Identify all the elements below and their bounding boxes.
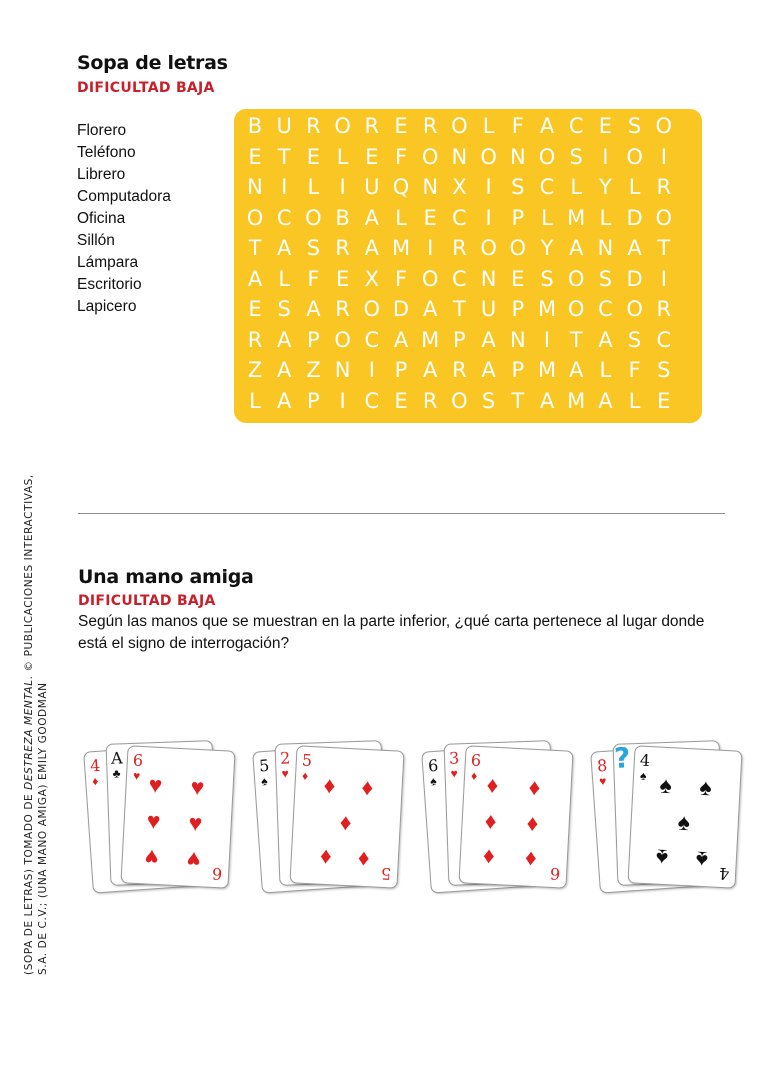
grid-letter: N xyxy=(451,144,468,169)
card-pip-icon: ♦ xyxy=(322,771,337,799)
grid-letter: S xyxy=(306,236,321,260)
grid-letter: R xyxy=(656,297,672,321)
word-list-item: Teléfono xyxy=(77,144,136,161)
grid-letter: S xyxy=(598,266,613,291)
grid-letter: O xyxy=(246,205,264,230)
grid-letter: L xyxy=(336,144,349,169)
card-pip-icon: ♠ xyxy=(655,844,669,872)
card-hand xyxy=(422,738,582,898)
grid-letter: M xyxy=(537,297,557,321)
card-suit-icon: ♥ xyxy=(132,768,141,783)
grid-letter: E xyxy=(598,114,613,138)
grid-letter: L xyxy=(541,205,553,230)
grid-letter: R xyxy=(422,388,438,413)
grid-letter: A xyxy=(539,114,555,138)
grid-letter: R xyxy=(452,236,467,260)
card-rank-bottom: 4 xyxy=(718,863,730,884)
grid-letter: S xyxy=(540,266,554,291)
grid-letter: A xyxy=(364,205,379,230)
word-list-item: Librero xyxy=(77,166,126,183)
card-pip-icon: ♥ xyxy=(147,771,163,799)
grid-letter: P xyxy=(394,358,408,382)
grid-letter: I xyxy=(602,144,609,169)
grid-letter: A xyxy=(423,358,438,382)
grid-row xyxy=(234,172,702,202)
word-list-item: Florero xyxy=(77,122,127,139)
card-rank-bottom: 5 xyxy=(380,863,392,884)
grid-letter: I xyxy=(281,175,288,199)
grid-letter: N xyxy=(509,327,526,352)
word-list-item: Oficina xyxy=(77,210,126,227)
card-pip-icon: ♦ xyxy=(482,844,496,871)
grid-letter: E xyxy=(511,266,525,291)
card-rank: 5 xyxy=(301,750,313,771)
grid-letter: C xyxy=(276,205,292,230)
grid-row xyxy=(234,325,702,355)
grid-letter: O xyxy=(538,144,556,169)
card-hand xyxy=(84,738,244,898)
grid-letter: F xyxy=(394,266,408,291)
grid-letter: Y xyxy=(540,236,554,260)
grid-letter: D xyxy=(626,266,643,291)
grid-letter: M xyxy=(567,205,586,230)
grid-letter: O xyxy=(509,236,527,260)
grid-letter: O xyxy=(655,114,673,138)
grid-letter: A xyxy=(627,236,642,260)
grid-letter: M xyxy=(391,236,411,260)
grid-letter: A xyxy=(277,236,292,260)
grid-letter: T xyxy=(277,144,291,169)
grid-letter: L xyxy=(628,388,641,413)
grid-letter: O xyxy=(626,297,643,321)
grid-letter: N xyxy=(334,358,351,382)
grid-letter: O xyxy=(305,205,322,230)
grid-letter: N xyxy=(597,236,614,260)
grid-letter: L xyxy=(599,358,612,382)
card-pip-icon: ♦ xyxy=(339,808,353,836)
card-pip-icon: ♦ xyxy=(484,807,498,834)
grid-letter: P xyxy=(307,388,320,413)
section-divider xyxy=(78,513,725,514)
grid-letter: B xyxy=(335,205,350,230)
grid-letter: O xyxy=(334,114,351,138)
grid-letter: U xyxy=(364,175,380,199)
grid-letter: F xyxy=(394,144,408,169)
grid-letter: C xyxy=(656,327,672,352)
grid-letter: O xyxy=(451,114,468,138)
grid-letter: F xyxy=(307,266,320,291)
grid-letter: N xyxy=(422,175,439,199)
wordsearch-difficulty: DIFICULTAD BAJA xyxy=(77,80,215,96)
card-suit-icon: ♠ xyxy=(429,773,438,789)
grid-row xyxy=(234,142,702,172)
grid-letter: C xyxy=(452,205,467,230)
credit-text xyxy=(22,395,50,975)
credit-line-1: (SOPA DE LETRAS) TOMADO DE DESTREZA MENTAL. © PUBLICACIONES INTERACTIVAS, xyxy=(23,474,35,975)
grid-letter: L xyxy=(249,388,261,413)
grid-letter: M xyxy=(567,388,586,413)
grid-row xyxy=(234,386,702,416)
grid-letter: S xyxy=(277,297,291,321)
grid-letter: A xyxy=(277,388,292,413)
card-rank: 4 xyxy=(89,755,101,776)
grid-letter: X xyxy=(452,175,467,199)
grid-row xyxy=(234,355,702,385)
card-rank-bottom: 6 xyxy=(211,863,223,884)
card-rank: 6 xyxy=(427,755,439,776)
grid-letter: E xyxy=(306,144,321,169)
grid-row xyxy=(234,233,702,263)
grid-row xyxy=(234,294,702,324)
grid-letter: R xyxy=(364,114,380,138)
grid-letter: I xyxy=(339,175,346,199)
grid-letter: N xyxy=(480,266,497,291)
grid-letter: I xyxy=(485,175,492,199)
card-pip-icon: ♥ xyxy=(188,809,204,837)
grid-letter: C xyxy=(568,114,584,138)
grid-letter: O xyxy=(655,205,673,230)
wordsearch-title: Sopa de letras xyxy=(77,52,228,74)
grid-letter: L xyxy=(395,205,407,230)
playing-card xyxy=(458,745,573,888)
grid-letter: R xyxy=(247,327,263,352)
card-suit-icon: ♥ xyxy=(450,766,458,781)
grid-letter: A xyxy=(393,327,409,352)
card-pip-icon: ♦ xyxy=(360,773,375,801)
card-rank: 2 xyxy=(279,748,291,768)
grid-letter: I xyxy=(339,388,346,413)
grid-letter: Z xyxy=(247,358,263,382)
grid-letter: S xyxy=(481,388,496,413)
word-list-item: Escritorio xyxy=(77,276,142,293)
grid-letter: E xyxy=(423,205,437,230)
grid-letter: A xyxy=(539,388,555,413)
grid-letter: E xyxy=(335,266,350,291)
card-pip-icon: ♠ xyxy=(698,773,713,801)
card-pip-icon: ♥ xyxy=(144,844,160,872)
grid-letter: A xyxy=(481,327,496,352)
grid-letter: O xyxy=(480,144,497,169)
grid-letter: P xyxy=(307,327,320,352)
grid-letter: U xyxy=(480,297,497,321)
playing-card xyxy=(120,745,235,888)
grid-letter: S xyxy=(657,358,671,382)
grid-letter: C xyxy=(539,175,555,199)
grid-letter: C xyxy=(364,388,380,413)
grid-letter: I xyxy=(660,144,667,169)
grid-letter: O xyxy=(421,144,439,169)
grid-letter: T xyxy=(248,236,262,260)
card-pip-icon: ♦ xyxy=(485,771,500,799)
card-rank: 6 xyxy=(470,750,482,771)
card-rank-bottom: 6 xyxy=(549,863,561,884)
grid-letter: T xyxy=(452,297,466,321)
grid-letter: R xyxy=(422,114,438,138)
grid-letter: A xyxy=(306,297,321,321)
grid-letter: I xyxy=(660,266,667,291)
hands-difficulty: DIFICULTAD BAJA xyxy=(78,593,216,609)
puzzle-question: Según las manos que se muestran en la parte inferior, ¿qué carta pertenece al lugar donde está el signo de interrogación? xyxy=(78,613,705,652)
grid-letter: F xyxy=(511,114,524,138)
grid-letter: S xyxy=(627,114,642,138)
grid-letter: T xyxy=(511,388,525,413)
grid-letter: O xyxy=(421,266,439,291)
grid-letter: A xyxy=(364,236,379,260)
word-list xyxy=(77,120,171,318)
word-list-item: Sillón xyxy=(77,232,115,249)
credit-line-2: S.A. DE C.V.; (UNA MANO AMIGA) EMILY GOODMAN xyxy=(37,682,49,975)
grid-letter: O xyxy=(451,388,468,413)
grid-letter: Y xyxy=(598,175,612,199)
word-list-item: Computadora xyxy=(77,188,171,205)
grid-letter: X xyxy=(364,266,379,291)
grid-letter: A xyxy=(598,327,613,352)
grid-row xyxy=(234,203,702,233)
card-suit-icon: ♦ xyxy=(91,773,99,789)
grid-letter: R xyxy=(452,358,467,382)
card-suit-icon: ♠ xyxy=(639,768,647,783)
grid-letter: F xyxy=(628,358,641,382)
card-pip-icon: ♦ xyxy=(524,846,538,874)
card-pip-icon: ♠ xyxy=(695,846,709,874)
card-suit-icon: ♥ xyxy=(598,773,607,789)
grid-letter: I xyxy=(427,236,434,260)
grid-letter: U xyxy=(276,114,292,138)
card-pip-icon: ♠ xyxy=(677,808,691,836)
grid-letter: C xyxy=(598,297,613,321)
card-pip-icon: ♠ xyxy=(658,771,673,799)
grid-letter: D xyxy=(626,205,643,230)
grid-letter: P xyxy=(511,358,525,382)
grid-letter: P xyxy=(511,205,525,230)
grid-letter: L xyxy=(482,114,495,138)
card-rank: 6 xyxy=(132,750,144,771)
card-pip-icon: ♦ xyxy=(527,773,542,801)
card-suit-icon: ♥ xyxy=(281,766,289,781)
card-suit-icon: ♠ xyxy=(260,773,269,789)
grid-letter: M xyxy=(421,327,440,352)
grid-letter: L xyxy=(628,175,641,199)
playing-card xyxy=(627,745,742,888)
card-pip-icon: ♥ xyxy=(189,773,205,801)
hands-title: Una mano amiga xyxy=(78,566,254,588)
card-suit-icon: ♦ xyxy=(470,768,478,783)
grid-letter: I xyxy=(485,205,492,230)
grid-letter: D xyxy=(392,297,410,321)
grid-letter: O xyxy=(567,297,585,321)
grid-letter: O xyxy=(626,144,643,169)
grid-letter: A xyxy=(247,266,263,291)
grid-letter: R xyxy=(306,114,321,138)
grid-letter: A xyxy=(481,358,496,382)
card-rank: 4 xyxy=(639,750,651,771)
grid-letter: S xyxy=(511,175,525,199)
grid-letter: S xyxy=(627,327,642,352)
grid-letter: E xyxy=(657,388,671,413)
grid-letter: B xyxy=(247,114,263,138)
grid-letter: A xyxy=(277,327,292,352)
grid-letter: A xyxy=(598,388,613,413)
grid-letter: N xyxy=(247,175,263,199)
grid-letter: S xyxy=(569,144,583,169)
grid-letter: L xyxy=(278,266,291,291)
grid-letter: O xyxy=(363,297,381,321)
grid-letter: P xyxy=(511,297,525,321)
grid-letter: A xyxy=(569,358,584,382)
grid-row xyxy=(234,264,702,294)
grid-letter: L xyxy=(307,175,320,199)
grid-letter: C xyxy=(452,266,467,291)
grid-letter: P xyxy=(453,327,466,352)
card-suit-icon: ♣ xyxy=(112,766,121,781)
card-hand xyxy=(253,738,413,898)
word-list-item: Lapicero xyxy=(77,298,137,315)
grid-letter: E xyxy=(365,144,379,169)
grid-letter: O xyxy=(480,236,497,260)
grid-letter: E xyxy=(394,388,408,413)
word-list-item: Lámpara xyxy=(77,254,139,271)
grid-letter: I xyxy=(368,358,375,382)
grid-letter: R xyxy=(335,297,350,321)
grid-letter: Q xyxy=(392,175,410,199)
grid-letter: A xyxy=(277,358,292,382)
grid-letter: O xyxy=(334,327,351,352)
card-rank: A xyxy=(110,748,123,768)
grid-letter: E xyxy=(248,144,262,169)
card-hand xyxy=(591,738,751,898)
grid-letter: I xyxy=(543,327,551,352)
grid-letter: L xyxy=(570,175,583,199)
card-rank: 8 xyxy=(596,755,608,776)
card-pip-icon: ♦ xyxy=(526,809,540,837)
grid-letter: M xyxy=(537,358,557,382)
card-pip-icon: ♦ xyxy=(319,844,333,872)
card-suit-icon: ♦ xyxy=(301,768,309,783)
grid-row xyxy=(234,111,702,141)
grid-letter: T xyxy=(657,236,671,260)
grid-letter: R xyxy=(335,236,350,260)
grid-letter: R xyxy=(656,175,672,199)
card-pip-icon: ♦ xyxy=(357,846,371,874)
card-pip-icon: ♥ xyxy=(146,807,162,835)
card-rank: ? xyxy=(613,741,631,775)
grid-letter: L xyxy=(599,205,612,230)
grid-letter: O xyxy=(567,266,585,291)
grid-letter: Z xyxy=(306,358,321,382)
grid-letter: T xyxy=(569,327,583,352)
grid-letter: A xyxy=(569,236,584,260)
grid-letter: C xyxy=(364,327,380,352)
grid-letter: E xyxy=(248,297,262,321)
grid-letter: A xyxy=(423,297,438,321)
grid-letter: E xyxy=(394,114,408,138)
card-rank: 5 xyxy=(258,755,270,776)
playing-card xyxy=(289,745,404,888)
card-rank: 3 xyxy=(448,748,460,768)
grid-letter: N xyxy=(509,144,526,169)
letter-grid xyxy=(234,109,702,423)
card-pip-icon: ♥ xyxy=(186,846,202,874)
